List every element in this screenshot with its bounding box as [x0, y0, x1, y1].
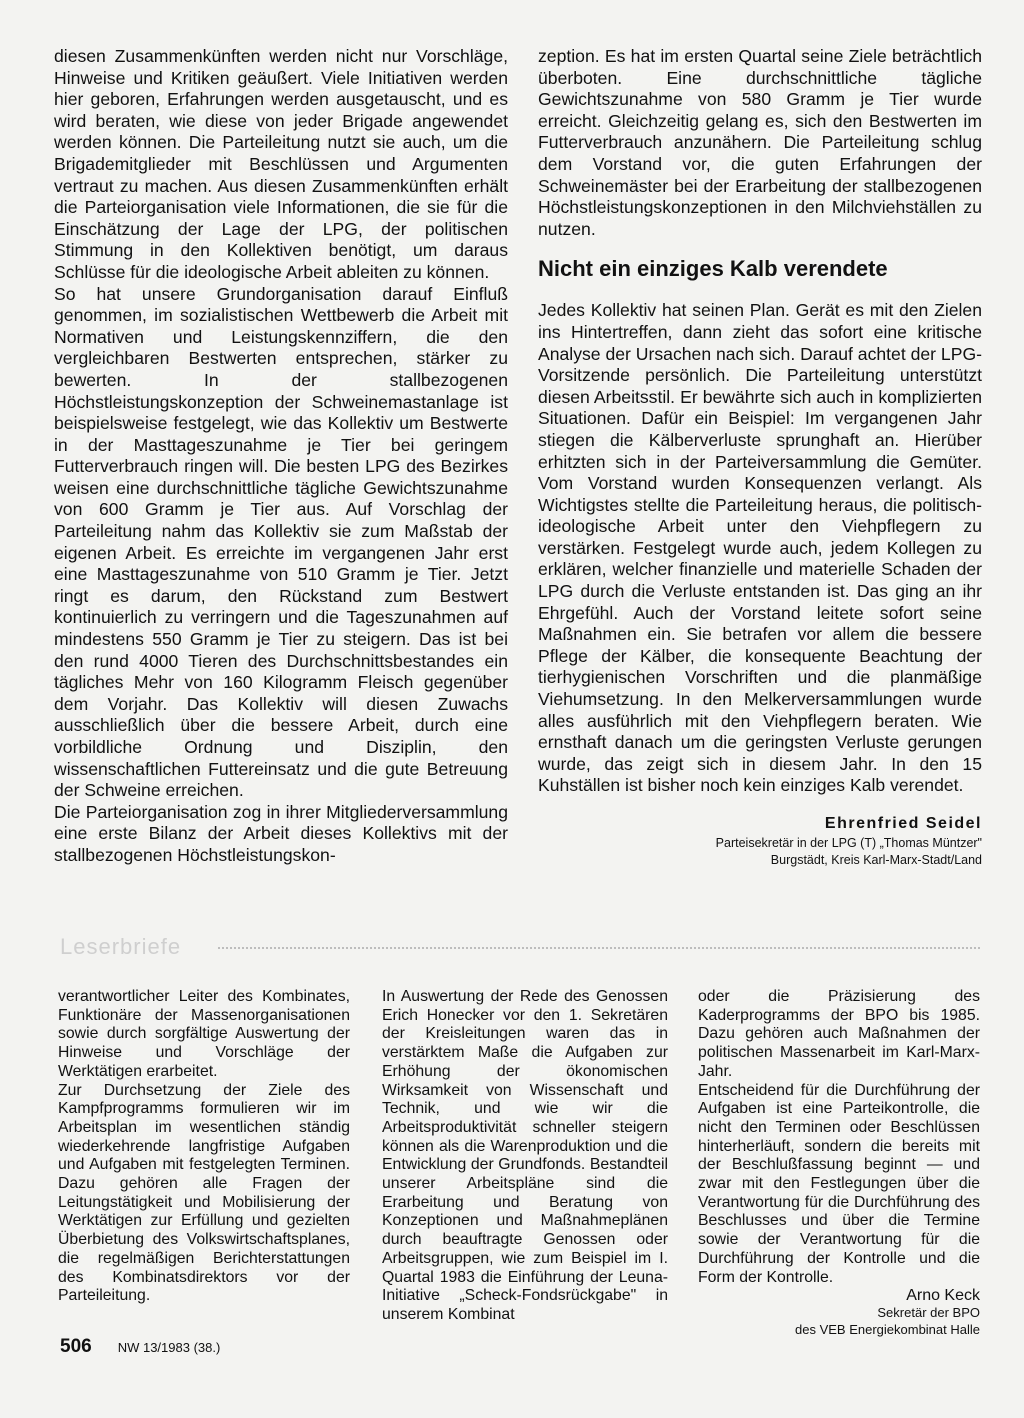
paragraph: verantwortlicher Leiter des Kombinates, Funktionäre der Massenorganisationen sowie durch sorgfältige Auswertung der Hinweise und Vorschläge der Werktätigen erarbeitet. Zur Durchsetzung der Ziele des Kampfprogramms formulieren wir im Arbeitsplan im wesentlichen ständig wiederkehrende langfristige Aufgaben und Aufgaben mit festgelegten Terminen. Dazu gehören alle Fragen der Leitungstätigkeit und Mobilisierung der Werktätigen zur Erfüllung und gezielten Überbietung des Volkswirtschaftsplanes, die regelmäßigen Berichterstattungen des Kombinatsdirektors vor der Parteileitung. — [58, 988, 350, 1305]
author-role: Sekretär der BPO — [877, 1305, 980, 1321]
paragraph: Die Parteiorganisation zog in ihrer Mitgliederversammlung eine erste Bilanz der Arbeit dieses Kollektivs mit der stallbezogenen Höchstleistungskon- — [54, 801, 508, 865]
page-footer — [60, 1336, 220, 1358]
paragraph: In Auswertung der Rede des Genossen Erich Honecker vor den 1. Sekretären der Kreisleitungen waren das in verstärktem Maße die Aufgaben zur Erhöhung der ökonomischen Wirksamkeit von Wissenschaft und Technik, und wie wir die Arbeitsproduktivität schneller steigern können als die Warenproduktion und die Entwicklung der Grundfonds. Bestandteil unserer Arbeitspläne sind die Erarbeitung und Beratung von Konzeptionen und Maßnahmeplänen durch beauftragte Genossen oder Arbeitsgruppen, wie zum Beispiel im I. Quartal 1983 die Einführung der Leuna-Initiative „Scheck-Fondsrückgabe" in unserem Kombinat — [382, 988, 668, 1323]
section-heading: Nicht ein einziges Kalb verendete — [538, 256, 888, 282]
author-name: Arno Keck — [906, 1287, 980, 1305]
issue-label: NW 13/1983 (38.) — [117, 1340, 221, 1355]
paragraph: oder die Präzisierung des Kaderprogramms der BPO bis 1985. Dazu gehören auch Maßnahmen der politischen Massenarbeit im Karl-Marx-Jahr. Entscheidend für die Durchführung der Aufgaben ist eine Parteikontrolle, die nicht den Terminen oder Beschlüssen hinterherläuft, sondern die bereits mit der Beschlußfassung beginnt — und zwar mit den Festlegungen über die Verantwortung für die Durchführung des Beschlusses und über die Termine sowie der Verantwortung für die Durchführung der Kontrolle und die Form der Kontrolle. — [698, 988, 980, 1286]
paragraph: Jedes Kollektiv hat seinen Plan. Gerät es mit den Zielen ins Hintertreffen, dann zieht das sofort eine kritische Analyse der Ursachen nach sich. Darauf achtet der LPG-Vorsitzende persönlich. Die Parteileitung unterstützt diesen Arbeitsstil. Er bewährte sich auch in komplizierten Situationen. Dafür ein Beispiel: Im vergangenen Jahr stiegen die Kälberverluste sprunghaft an. Hierüber erhitzten sich in der Parteiversammlung die Gemüter. Vom Vorstand wurden Konsequenzen verlangt. Als Wichtigstes stellte die Parteileitung heraus, die politisch-ideologische Arbeit unter den Viehpflegern zu verstärken. Festgelegt wurde auch, jedem Kollegen zu erklären, welcher finanzielle und materielle Schaden der LPG durch die Verluste entstanden ist. Das ging an ihr Ehrgefühl. Auch der Vorstand leitete sofort seine Maßnahmen ein. Sie betrafen vor allem die bessere Pflege der Kälber, die konsequente Beachtung der tierhygienischen Vorschriften und die planmäßige Viehumsetzung. In den Melkerversammlungen wurde alles ausführlich mit den Viehpflegern beraten. Wie ernsthaft danach um die geringsten Verluste gerungen wurde, das zeigt sich in diesem Jahr. In den 15 Kuhställen ist bisher noch kein einziges Kalb verendet. — [538, 300, 982, 796]
article-column-left — [54, 46, 508, 867]
author-role: Parteisekretär in der LPG (T) „Thomas Müntzer" — [715, 835, 982, 850]
author-location: Burgstädt, Kreis Karl-Marx-Stadt/Land — [770, 852, 982, 867]
section-divider — [218, 947, 980, 949]
section-label: Leserbriefe — [60, 934, 182, 959]
letter-column-3 — [698, 988, 980, 1338]
author-name: Ehrenfried Seidel — [824, 815, 982, 832]
paragraph: diesen Zusammenkünften werden nicht nur Vorschläge, Hinweise und Kritiken geäußert. Viele Initiativen werden hier geboren, Erfahrungen werden ausgetauscht, und es wird beraten, wie diese von jeder Brigade angewendet werden können. Die Parteileitung nutzt sie auch, um die Brigademitglieder mit Beschlüssen und Argumenten vertraut zu machen. Aus diesen Zusammenkünften erhält die Parteiorganisation viele Informationen, die sie für die Einschätzung der Lage der LPG, der politischen Stimmung in den Kollektiven benötigt, um daraus Schlüsse für die ideologische Arbeit ableiten zu können. — [54, 46, 508, 282]
page-number: 506 — [60, 1336, 92, 1357]
letter-column-1 — [58, 988, 350, 1306]
letter-column-2 — [382, 988, 668, 1325]
paragraph: zeption. Es hat im ersten Quartal seine Ziele beträchtlich überboten. Eine durchschnittliche tägliche Gewichtszunahme von 580 Gramm je Tier wurde erreicht. Gleichzeitig gelang es, sich den Bestwerten im Futterverbrauch anzunähern. Die Parteileitung schlug dem Vorstand vor, die guten Erfahrungen der Schweinemäster bei der Erarbeitung der stallbezogenen Höchstleistungskonzeptionen in den Milchviehställen zu nutzen. — [538, 46, 982, 239]
article-column-right — [538, 46, 982, 869]
paragraph: So hat unsere Grundorganisation darauf Einfluß genommen, im sozialistischen Wettbewerb die Arbeit mit Normativen und Leistungskennziffern, die den vergleichbaren Bestwerten entsprechen, stärker zu bewerten. In der stallbezogenen Höchstleistungskonzeption der Schweinemastanlage ist beispielsweise festgelegt, wie das Kollektiv um Bestwerte in der Masttageszunahme je Tier bei geringem Futterverbrauch ringen will. Die besten LPG des Bezirkes weisen eine durchschnittliche tägliche Gewichtszunahme von 600 Gramm je Tier aus. Auf Vorschlag der Parteileitung nahm das Kollektiv sie zum Maßstab der eigenen Arbeit. Es erreichte im vergangenen Jahr erst eine Masttageszunahme von 510 Gramm je Tier. Jetzt ringt es darum, den Rückstand zum Bestwert kontinuierlich zu verringern und die Tageszunahmen auf mindestens 550 Gramm je Tier zu steigern. Das ist bei den rund 4000 Tieren des Durchschnittsbestandes ein tägliches Mehr von 160 Kilogramm Fleisch gegenüber dem Vorjahr. Das Kollektiv will diesen Zuwachs ausschließlich über die bessere Arbeit, durch eine vorbildliche Ordnung und Disziplin, den wissenschaftlichen Futtereinsatz und die gute Betreuung der Schweine erreichen. — [54, 283, 508, 801]
author-organization: des VEB Energiekombinat Halle — [795, 1322, 980, 1338]
